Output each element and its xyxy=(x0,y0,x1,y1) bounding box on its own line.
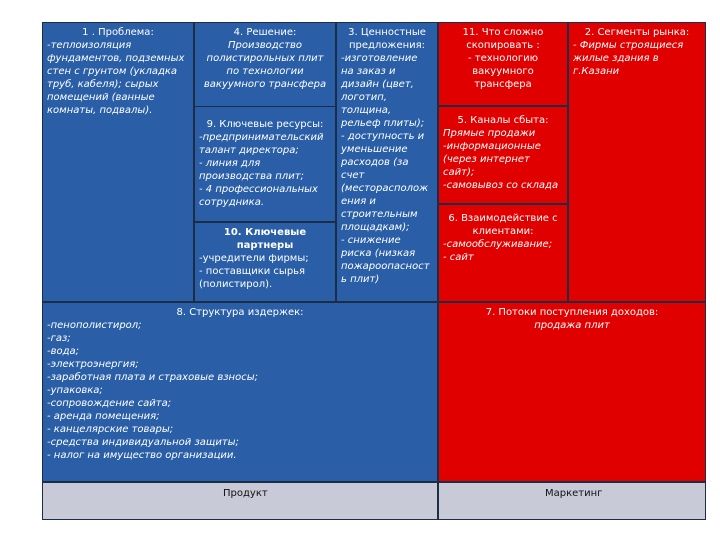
revenue-streams-title: 7. Потоки поступления доходов: xyxy=(485,307,659,318)
problem-body: -теплоизоляция фундаментов, подземных стен с грунтом (укладка труб, кабеля); сырых помещений (ванные комнаты, подвалы). xyxy=(47,40,185,116)
cost-structure-block xyxy=(42,302,438,482)
sales-channels-body: Прямые продажи -информационные (через интернет сайт); -самовывоз со склада xyxy=(443,128,559,191)
value-propositions-title: 3. Ценностные предложения: xyxy=(348,27,426,51)
footer-marketing-cell xyxy=(438,482,706,520)
key-resources-body: -предпринимательский талант директора; - линия для производства плит; - 4 профессиональных сотрудника. xyxy=(199,132,324,208)
cost-structure-body: -пенополистирол; -газ; -вода; -электроэнергия; -заработная плата и страховые взносы; -упаковка; -сопровождение сайта; - аренда помещения; - канцелярские товары; -средства индивидуальной защиты; - налог на имущество организации. xyxy=(47,320,258,461)
market-segments-title: 2. Сегменты рынка: xyxy=(584,27,690,38)
hard-to-copy-body: - технологию вакуумного трансфера xyxy=(467,53,539,90)
value-propositions-body: -изготовление на заказ и дизайн (цвет, логотип, толщина, рельеф плиты); - доступность и уменьшение расходов (за счет (месторасполож ения и строительным площадкам); - снижение риска (низкая пожароопасност ь плит) xyxy=(341,53,430,285)
key-partners-body: -учредители фирмы; - поставщики сырья (полистирол). xyxy=(199,253,309,290)
solution-body: Производство полистирольных плит по технологии вакуумного трансфера xyxy=(203,40,327,90)
sales-channels-block xyxy=(438,106,568,204)
cost-structure-title: 8. Структура издержек: xyxy=(176,307,304,318)
customer-relations-title: 6. Взаимодействие с клиентами: xyxy=(448,213,558,237)
value-propositions-block xyxy=(336,22,438,302)
hard-to-copy-block xyxy=(438,22,568,106)
hard-to-copy-title: 11. Что сложно скопировать : xyxy=(462,27,544,51)
footer-product-label: Продукт xyxy=(223,488,268,499)
problem-title: 1 . Проблема: xyxy=(82,27,154,38)
sales-channels-title: 5. Каналы сбыта: xyxy=(457,115,549,126)
solution-block xyxy=(194,22,336,106)
key-partners-title: 10. Ключевые партнеры xyxy=(223,227,307,251)
problem-block xyxy=(42,22,194,302)
footer-marketing-label: Маркетинг xyxy=(545,488,603,499)
solution-title: 4. Решение: xyxy=(233,27,297,38)
key-resources-title: 9. Ключевые ресурсы: xyxy=(206,119,324,130)
footer-product-cell xyxy=(42,482,438,520)
revenue-streams-body: продажа плит xyxy=(534,320,610,331)
key-partners-block xyxy=(194,222,336,302)
revenue-streams-block xyxy=(438,302,706,482)
customer-relations-block xyxy=(438,204,568,302)
customer-relations-body: -самообслуживание; - сайт xyxy=(443,239,553,263)
market-segments-body: - Фирмы строящиеся жилые здания в г.Казани xyxy=(573,40,684,77)
market-segments-block xyxy=(568,22,706,302)
key-resources-block xyxy=(194,106,336,222)
